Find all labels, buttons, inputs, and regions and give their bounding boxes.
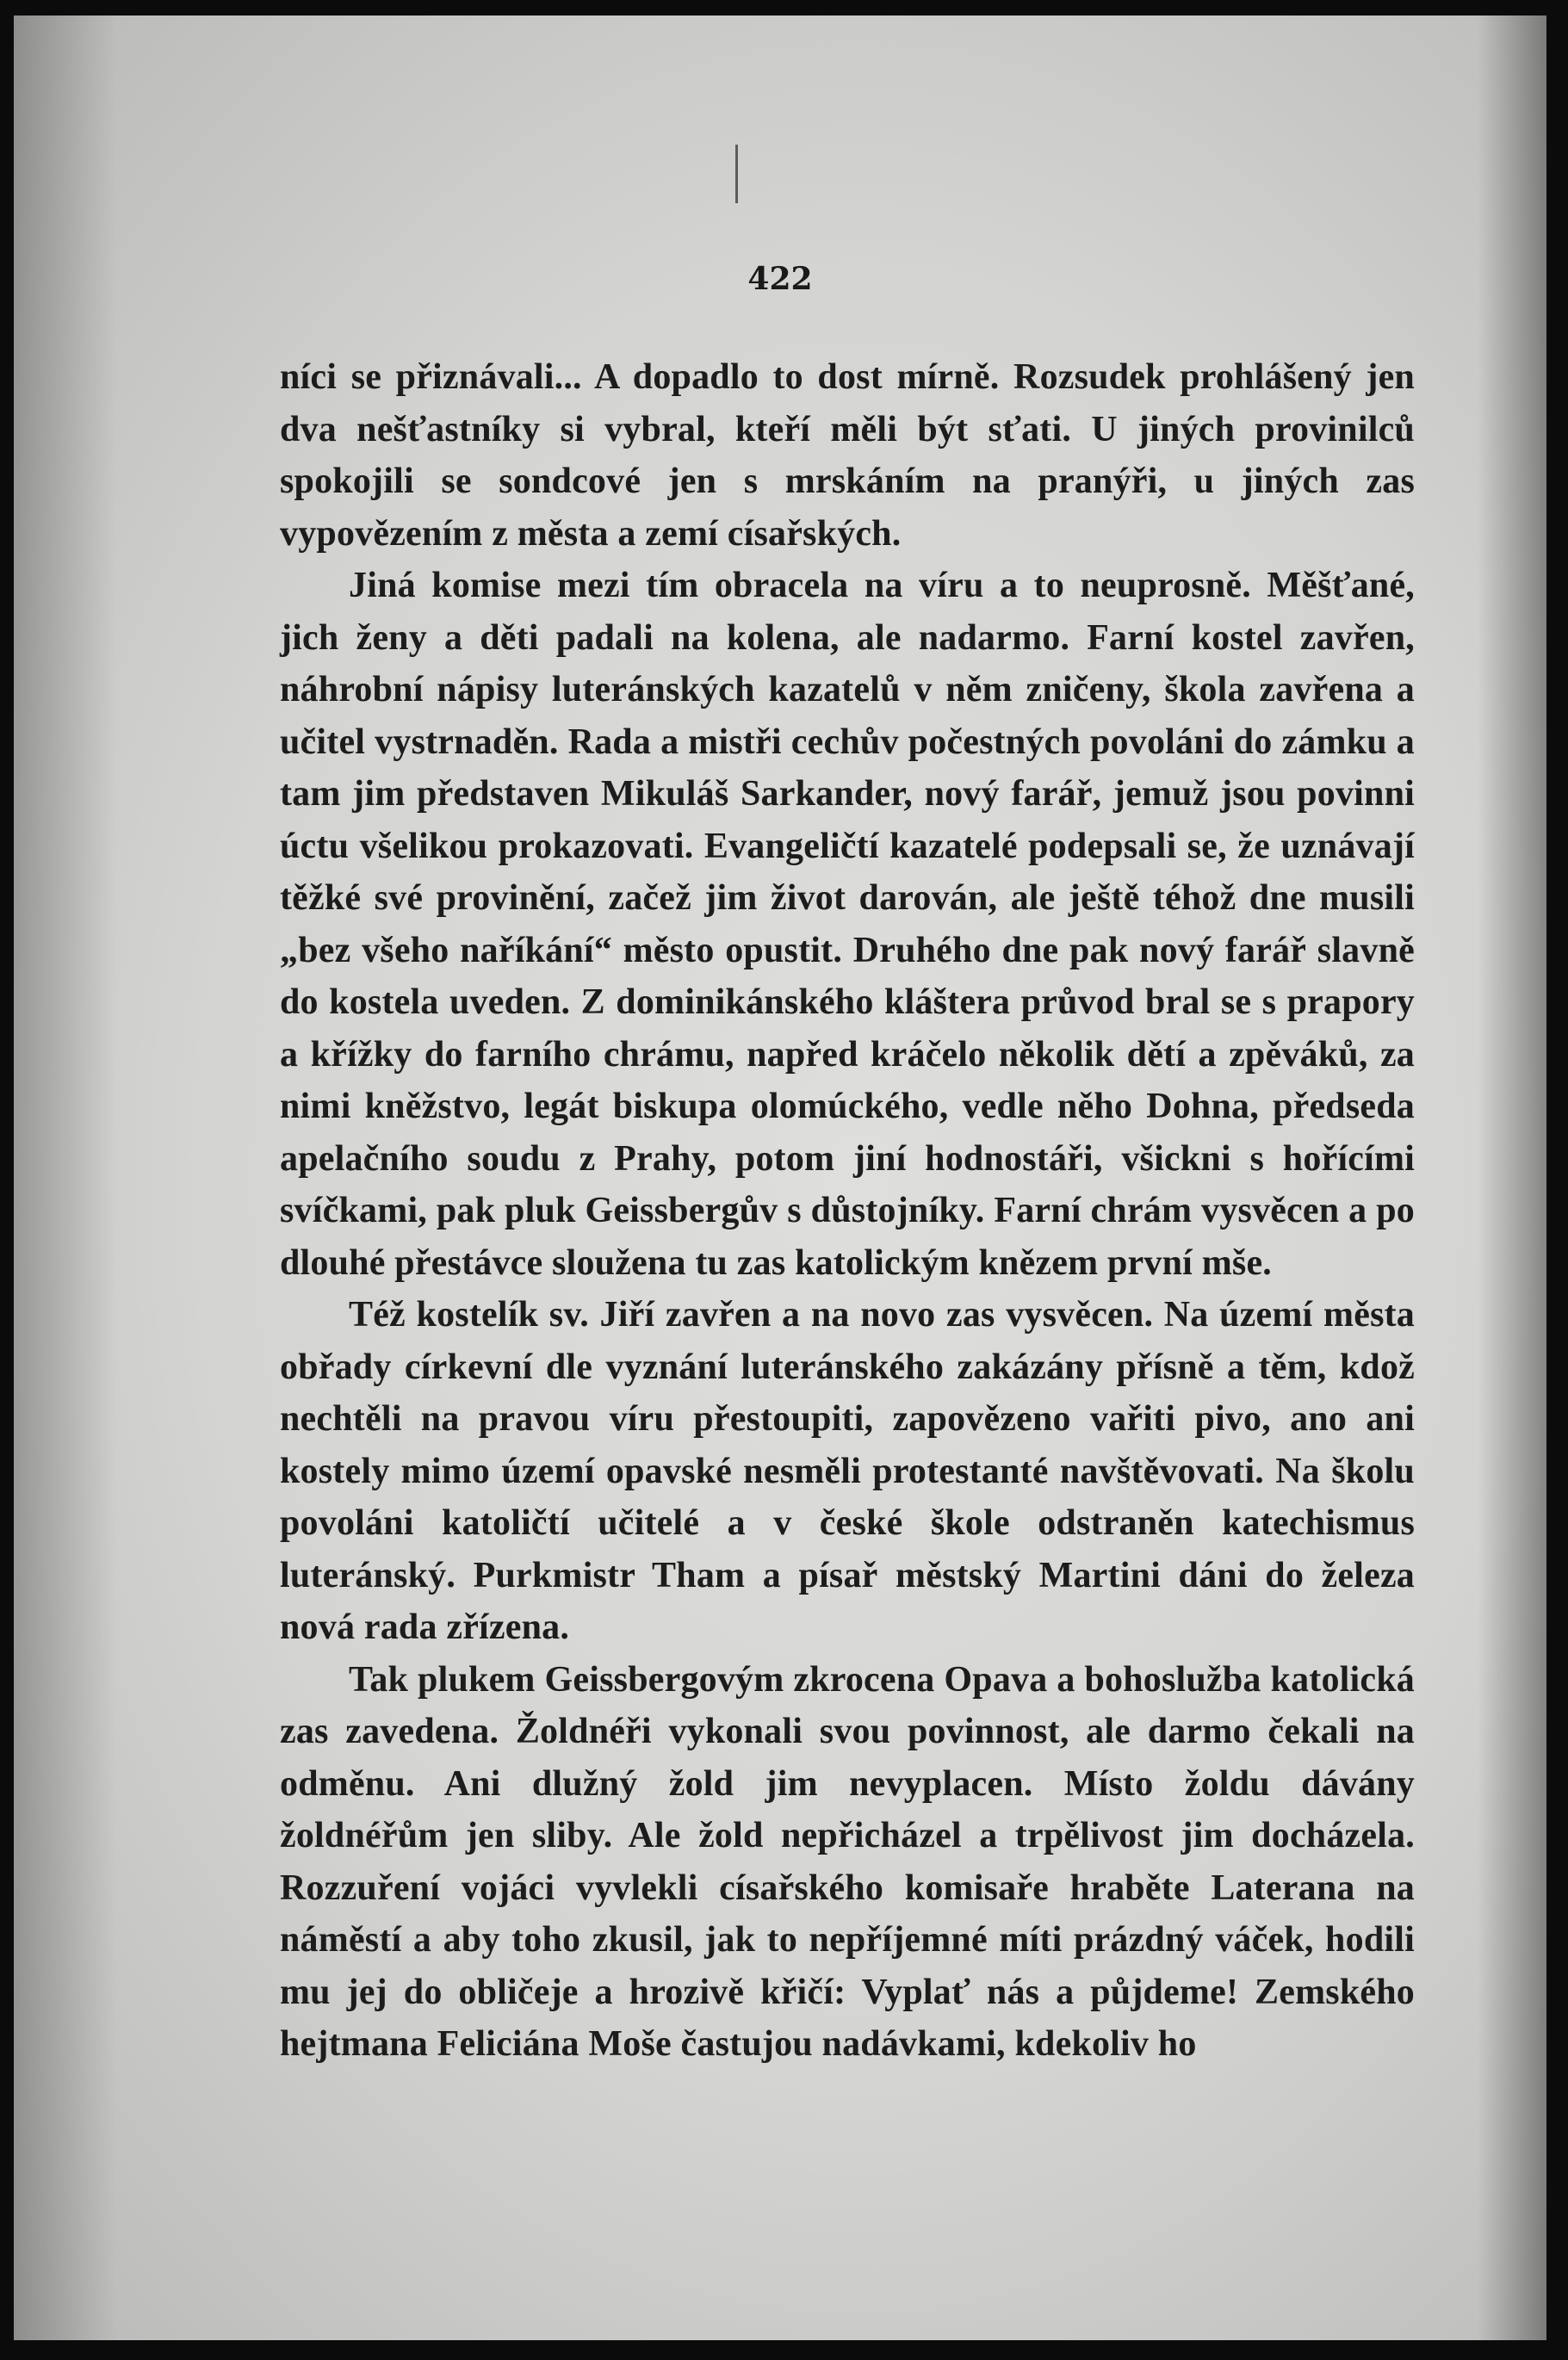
paragraph-3: Též kostelík sv. Jiří zavřen a na novo zas vysvěcen. Na území města obřady církevní dle vyznání luteránského zakázány přísně a těm, kdož nechtěli na pravou víru přestoupiti, zapovězeno vařiti pivo, ano ani kostely mimo území opavské nesměli protestanté navštěvovati. Na školu povoláni katoličtí učitelé a v české škole odstraněn katechismus luteránský. Purkmistr Tham a písař městský Martini dáni do železa nová rada zřízena. <box>280 1295 1415 1647</box>
body-text <box>280 351 1415 2071</box>
paragraph-1: níci se přiznávali... A dopadlo to dost mírně. Rozsudek prohlášený jen dva nešťastníky si vybral, kteří měli být sťati. U jiných provinilců spokojili se sondcové jen s mrskáním na pranýři, u jiných zas vypovězením z města a zemí císařských. <box>280 357 1415 554</box>
scan-mark <box>735 145 738 203</box>
page-edge-shadow-right <box>1478 15 1546 2340</box>
page-edge-shadow-left <box>14 15 117 2340</box>
scanned-page <box>14 15 1546 2340</box>
paragraph-2: Jiná komise mezi tím obracela na víru a to neuprosně. Měšťané, jich ženy a děti padali na kolena, ale nadarmo. Farní kostel zavřen, náhrobní nápisy luteránských kazatelů v něm zničeny, škola zavřena a učitel vystrnaděn. Rada a mistři cechův počestných povoláni do zámku a tam jim představen Mikuláš Sarkander, nový farář, jemuž jsou povinni úctu všelikou prokazovati. Evangeličtí kazatelé podepsali se, že uznávají těžké své provinění, začež jim život darován, ale ještě téhož dne musili „bez všeho naříkání“ město opustit. Druhého dne pak nový farář slavně do kostela uveden. Z dominikánského kláštera průvod bral se s prapory a křížky do farního chrámu, napřed kráčelo několik dětí a zpěváků, za nimi kněžstvo, legát biskupa olomúckého, vedle něho Dohna, předseda apelačního soudu z Prahy, potom jiní hodnostáři, všickni s hořícími svíčkami, pak pluk Geissbergův s důstojníky. Farní chrám vysvěcen a po dlouhé přestávce sloužena tu zas katolickým knězem první mše. <box>280 566 1415 1283</box>
page-number: 422 <box>747 261 813 297</box>
paragraph-4: Tak plukem Geissbergovým zkrocena Opava a bohoslužba katolická zas zavedena. Žoldnéři vykonali svou povinnost, ale darmo čekali na odměnu. Ani dlužný žold jim nevyplacen. Místo žoldu dávány žoldnéřům jen sliby. Ale žold nepřicházel a trpělivost jim docházela. Rozzuření vojáci vyvlekli císařského komisaře hraběte Laterana na náměstí a aby toho zkusil, jak to nepříjemné míti prázdný váček, hodili mu jej do obličeje a hrozivě křičí: Vyplať nás a půjdeme! Zemského hejtmana Feliciána Moše častujou nadávkami, kdekoliv ho <box>280 1659 1415 2064</box>
